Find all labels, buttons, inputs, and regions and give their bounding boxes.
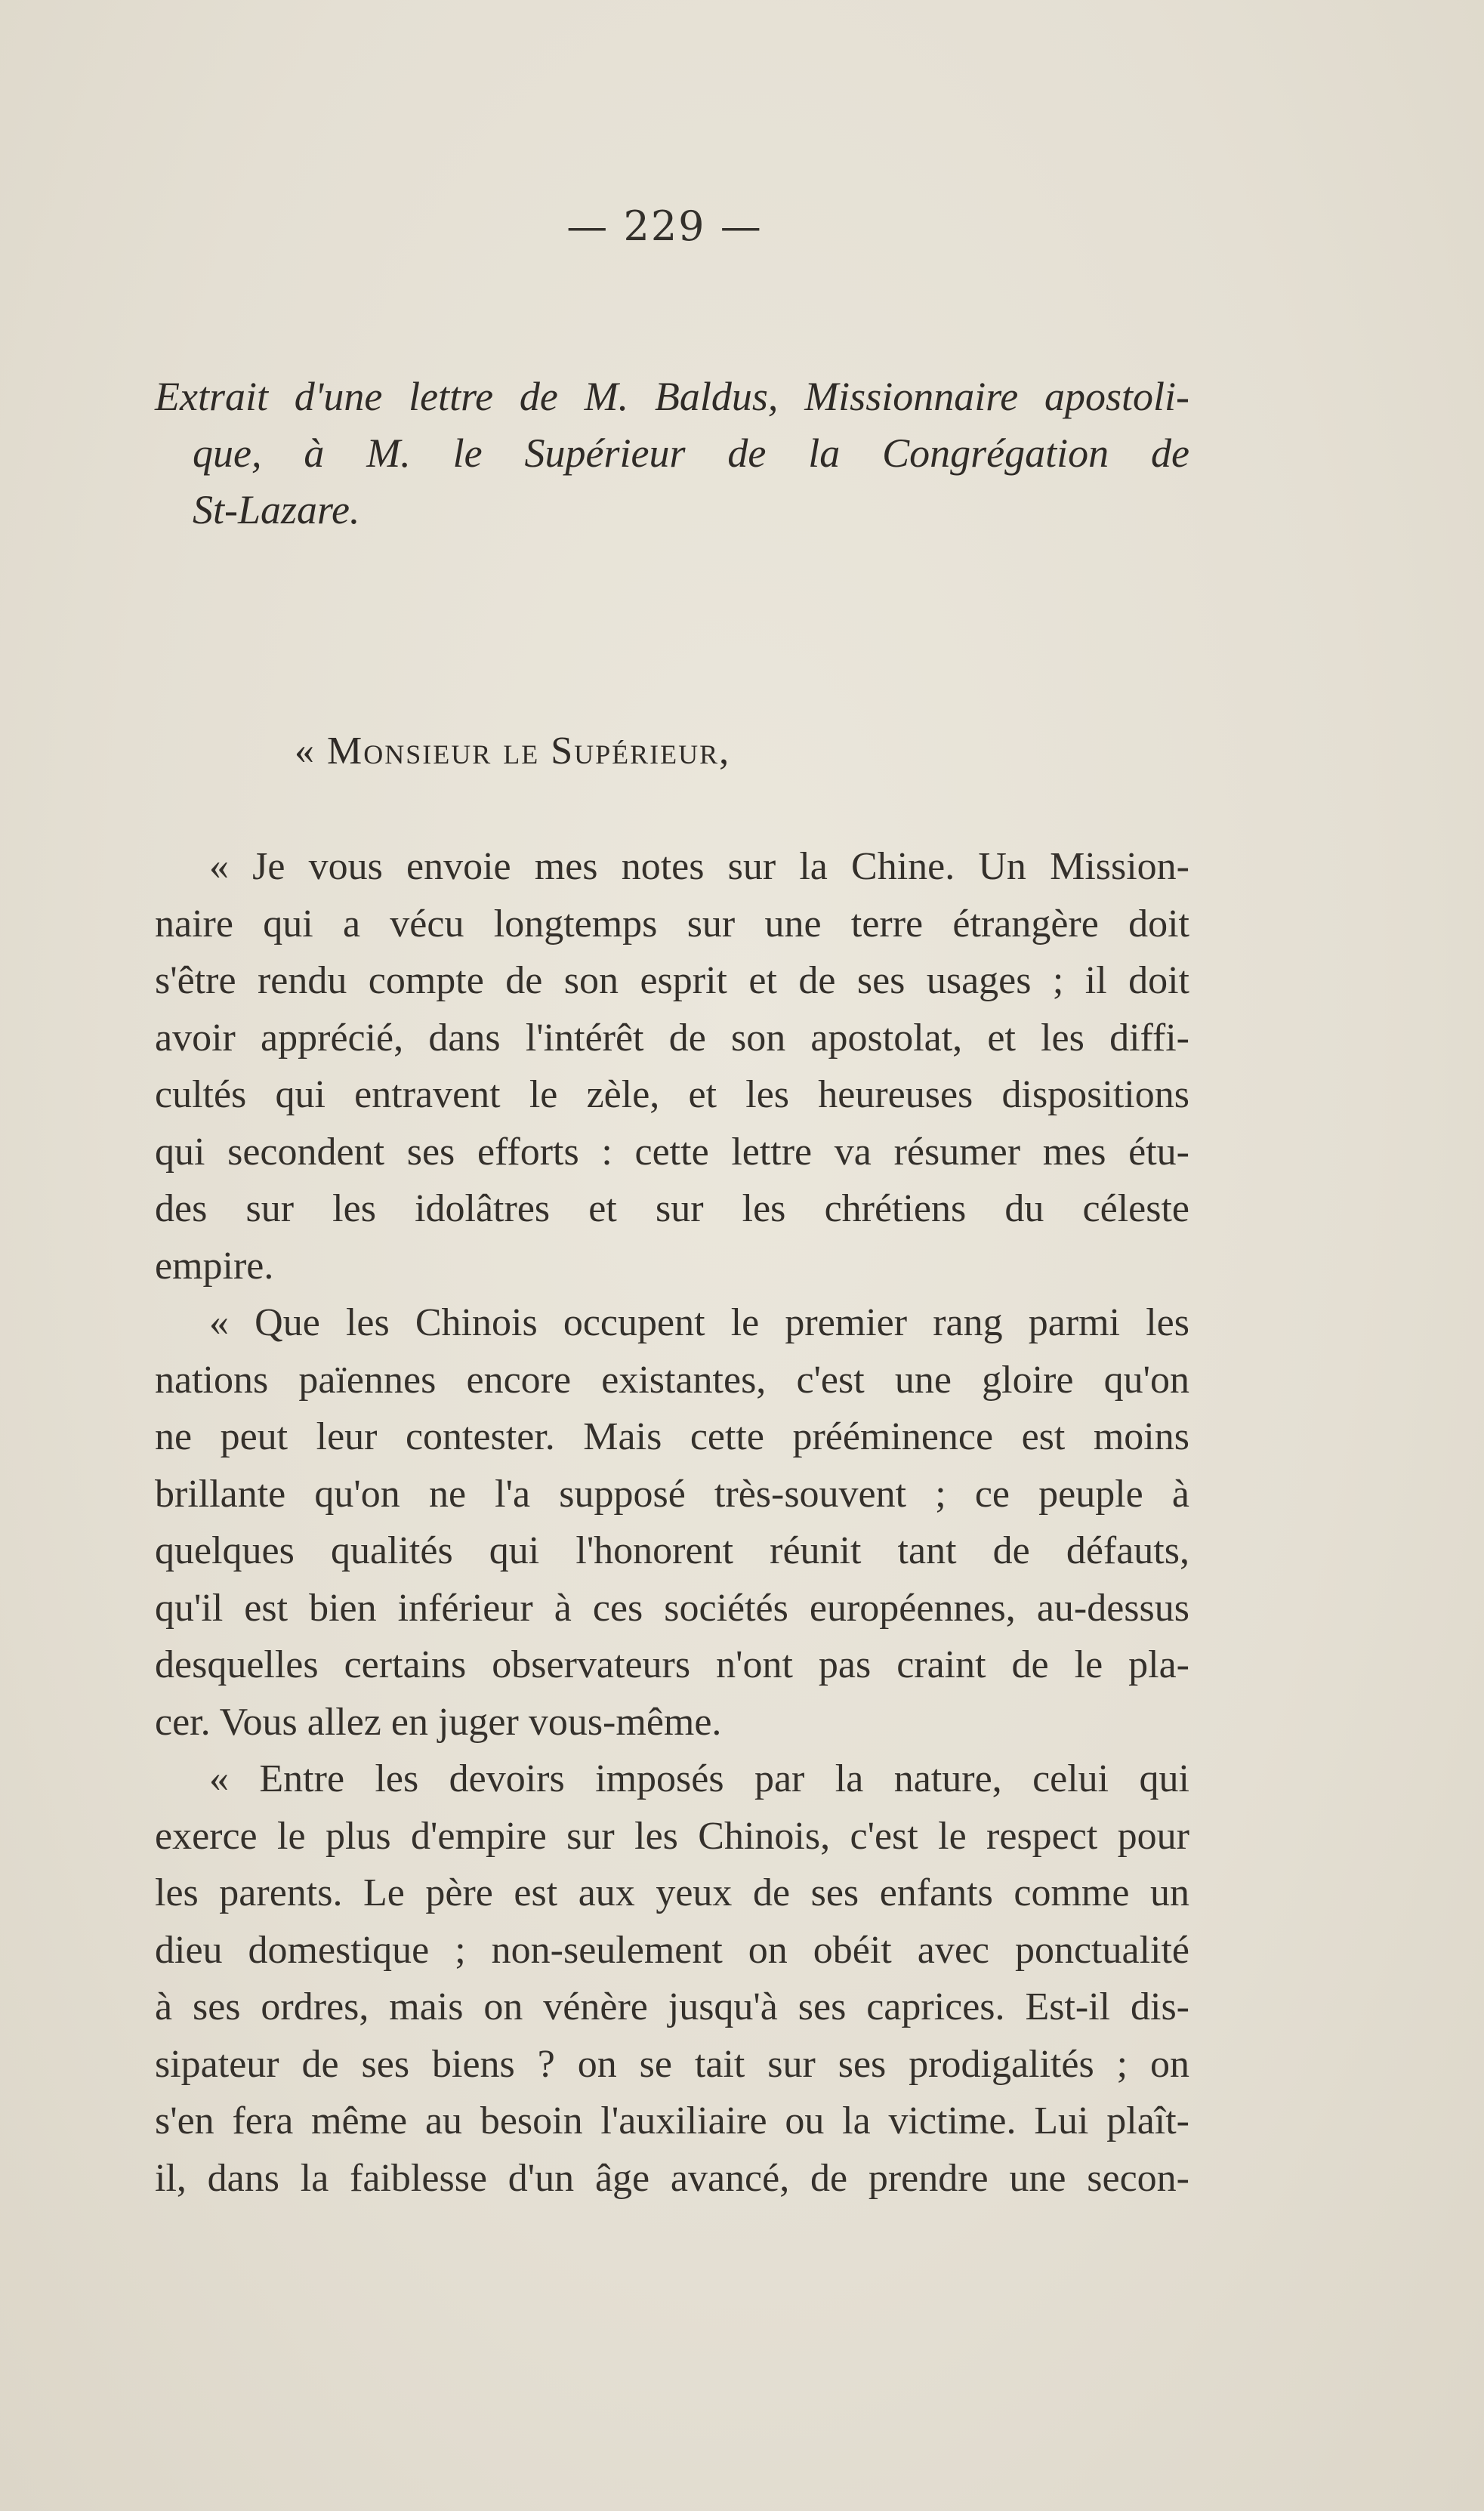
body-line: ne peut leur contester. Mais cette prééminence est moins [155, 1415, 1189, 1458]
body-line: nations païennes encore existantes, c'est une gloire qu'on [155, 1358, 1189, 1402]
salutation-comma: , [719, 730, 731, 773]
body-line: empire. [155, 1244, 274, 1288]
body-line: sipateur de ses biens ? on se tait sur ses prodigalités ; on [155, 2042, 1189, 2086]
body-line: « Je vous envoie mes notes sur la Chine. Un Mission- [209, 845, 1189, 888]
salutation-text: Monsieur le Supérieur [327, 730, 720, 773]
heading-line: que, à M. le Supérieur de la Congrégation de [193, 430, 1189, 476]
letter-heading [155, 369, 1189, 538]
body-line: avoir apprécié, dans l'intérêt de son apostolat, et les diffi- [155, 1016, 1189, 1060]
body-line: dieu domestique ; non-seulement on obéit avec ponctualité [155, 1928, 1189, 1972]
body-line: « Entre les devoirs imposés par la nature, celui qui [209, 1757, 1189, 1800]
body-line: quelques qualités qui l'honorent réunit tant de défauts, [155, 1529, 1189, 1572]
page-number: — 229 — [566, 202, 763, 250]
body-line: qui secondent ses efforts : cette lettre va résumer mes étu- [155, 1130, 1189, 1174]
heading-line: Extrait d'une lettre de M. Baldus, Missionnaire apostoli- [155, 374, 1189, 419]
body-line: à ses ordres, mais on vénère jusqu'à ses caprices. Est-il dis- [155, 1985, 1189, 2028]
body-line: « Que les Chinois occupent le premier rang parmi les [209, 1301, 1189, 1344]
heading-line: St-Lazare. [193, 487, 360, 532]
body-line: qu'il est bien inférieur à ces sociétés européennes, au-dessus [155, 1586, 1189, 1630]
letter-body [155, 838, 1189, 2207]
body-line: des sur les idolâtres et sur les chrétiens du céleste [155, 1187, 1189, 1230]
body-line: s'en fera même au besoin l'auxiliaire ou la victime. Lui plaît- [155, 2099, 1189, 2142]
salutation-open-quote: « [295, 730, 327, 773]
body-line: cultés qui entravent le zèle, et les heureuses dispositions [155, 1073, 1189, 1116]
body-line: il, dans la faiblesse d'un âge avancé, de prendre une secon- [155, 2156, 1189, 2200]
body-line: exerce le plus d'empire sur les Chinois, c'est le respect pour [155, 1814, 1189, 1858]
body-line: s'être rendu compte de son esprit et de ses usages ; il doit [155, 959, 1189, 1002]
body-line: naire qui a vécu longtemps sur une terre étrangère doit [155, 902, 1189, 945]
body-line: desquelles certains observateurs n'ont pas craint de le pla- [155, 1643, 1189, 1686]
salutation [295, 729, 730, 773]
body-line: cer. Vous allez en juger vous-même. [155, 1700, 722, 1744]
body-line: brillante qu'on ne l'a supposé très-souvent ; ce peuple à [155, 1472, 1189, 1516]
body-line: les parents. Le père est aux yeux de ses enfants comme un [155, 1871, 1189, 1914]
